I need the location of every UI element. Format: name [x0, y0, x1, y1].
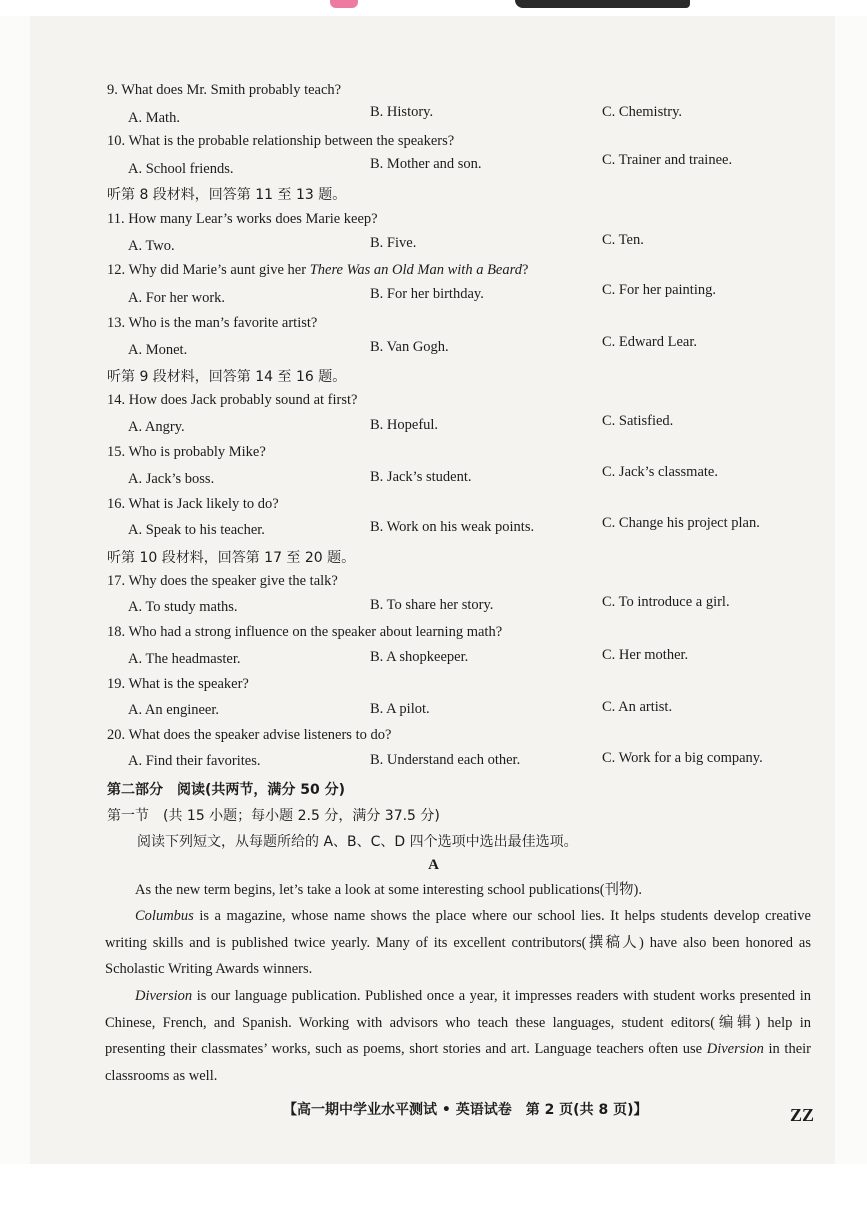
question-14: 14. How does Jack probably sound at first?: [107, 392, 358, 408]
q10-option-a: A. School friends.: [128, 161, 234, 177]
question-10: 10. What is the probable relationship between the speakers?: [107, 133, 455, 149]
q20-option-a: A. Find their favorites.: [128, 753, 261, 769]
publication-title: Diversion: [135, 988, 193, 1004]
q13-option-a: A. Monet.: [128, 342, 188, 358]
question-17: 17. Why does the speaker give the talk?: [107, 573, 338, 589]
q10-option-b: B. Mother and son.: [370, 156, 482, 172]
question-12: 12. Why did Marie’s aunt give her There Was an Old Man with a Beard?: [107, 262, 529, 278]
q9-option-a: A. Math.: [128, 110, 180, 126]
question-13: 13. Who is the man’s favorite artist?: [107, 315, 318, 331]
q19-option-b: B. A pilot.: [370, 701, 430, 717]
q9-option-c: C. Chemistry.: [602, 104, 683, 120]
q14-option-b: B. Hopeful.: [370, 417, 439, 433]
q11-option-c: C. Ten.: [602, 232, 644, 248]
q11-option-b: B. Five.: [370, 235, 417, 251]
q19-option-c: C. An artist.: [602, 699, 673, 715]
scan-top-edge: [0, 0, 867, 16]
q16-option-a: A. Speak to his teacher.: [128, 522, 265, 538]
q14-option-c: C. Satisfied.: [602, 413, 674, 429]
q16-option-b: B. Work on his weak points.: [370, 519, 535, 535]
q9-option-b: B. History.: [370, 104, 434, 120]
q18-option-b: B. A shopkeeper.: [370, 649, 469, 665]
q17-option-a: A. To study maths.: [128, 599, 238, 615]
passage-paragraph-3: Diversion is our language publication. Published once a year, it impresses readers with student works presented in Chinese, French, and Spanish. Working with advisors who teach these languages, student editors(编辑) help in presenting their classmates’ works, such as poems, short stories and art. Language teachers often use Diversion in their classrooms as well.: [105, 988, 811, 1084]
q12-option-a: A. For her work.: [128, 290, 226, 306]
q15-option-b: B. Jack’s student.: [370, 469, 472, 485]
publication-title-repeat: Diversion: [706, 1041, 764, 1057]
material-8-heading: 听第 8 段材料，回答第 11 至 13 题。: [107, 187, 347, 203]
material-9-heading: 听第 9 段材料，回答第 14 至 16 题。: [107, 369, 347, 385]
material-10-heading: 听第 10 段材料，回答第 17 至 20 题。: [107, 550, 356, 566]
q15-option-c: C. Jack’s classmate.: [602, 464, 718, 480]
passage-paragraph-1: As the new term begins, let’s take a look at some interesting school publications(刊物).: [135, 882, 642, 898]
scan-dark-mark: [515, 0, 690, 8]
passage-paragraph-2: Columbus is a magazine, whose name shows the place where our school lies. It helps students develop creative writing skills and is published twice yearly. Many of its excellent contributors(撰稿人) have also been honored as Scholastic Writing Awards winners.: [105, 908, 811, 977]
q12-option-b: B. For her birthday.: [370, 286, 484, 302]
q17-option-c: C. To introduce a girl.: [602, 594, 730, 610]
q13-option-c: C. Edward Lear.: [602, 334, 698, 350]
q10-option-c: C. Trainer and trainee.: [602, 152, 733, 168]
question-15: 15. Who is probably Mike?: [107, 444, 266, 460]
question-18: 18. Who had a strong influence on the speaker about learning math?: [107, 624, 503, 640]
q14-option-a: A. Angry.: [128, 419, 185, 435]
q18-option-c: C. Her mother.: [602, 647, 689, 663]
q13-option-b: B. Van Gogh.: [370, 339, 449, 355]
question-19: 19. What is the speaker?: [107, 676, 249, 692]
q18-option-a: A. The headmaster.: [128, 651, 241, 667]
book-title: There Was an Old Man with a Beard: [309, 262, 522, 278]
q20-option-b: B. Understand each other.: [370, 752, 521, 768]
footer-code: ZZ: [790, 1105, 815, 1125]
question-11: 11. How many Lear’s works does Marie keep?: [107, 211, 378, 227]
q17-option-b: B. To share her story.: [370, 597, 494, 613]
q16-option-c: C. Change his project plan.: [602, 515, 760, 531]
q20-option-c: C. Work for a big company.: [602, 750, 763, 766]
q15-option-a: A. Jack’s boss.: [128, 471, 215, 487]
part-2-heading: 第二部分 阅读(共两节，满分 50 分): [107, 782, 346, 798]
section-1-heading: 第一节 (共 15 小题；每小题 2.5 分，满分 37.5 分): [107, 808, 440, 824]
passage-label: A: [428, 857, 439, 873]
question-16: 16. What is Jack likely to do?: [107, 496, 279, 512]
q19-option-a: A. An engineer.: [128, 702, 220, 718]
question-9: 9. What does Mr. Smith probably teach?: [107, 82, 342, 98]
scan-bottom-edge: [0, 1164, 867, 1227]
page-footer: 【高一期中学业水平测试 • 英语试卷 第 2 页(共 8 页)】: [283, 1102, 648, 1118]
reading-instruction: 阅读下列短文，从每题所给的 A、B、C、D 四个选项中选出最佳选项。: [137, 834, 578, 850]
scan-pink-mark: [330, 0, 358, 8]
question-20: 20. What does the speaker advise listeners to do?: [107, 727, 392, 743]
q12-option-c: C. For her painting.: [602, 282, 716, 298]
magazine-title: Columbus: [135, 908, 194, 924]
q11-option-a: A. Two.: [128, 238, 175, 254]
